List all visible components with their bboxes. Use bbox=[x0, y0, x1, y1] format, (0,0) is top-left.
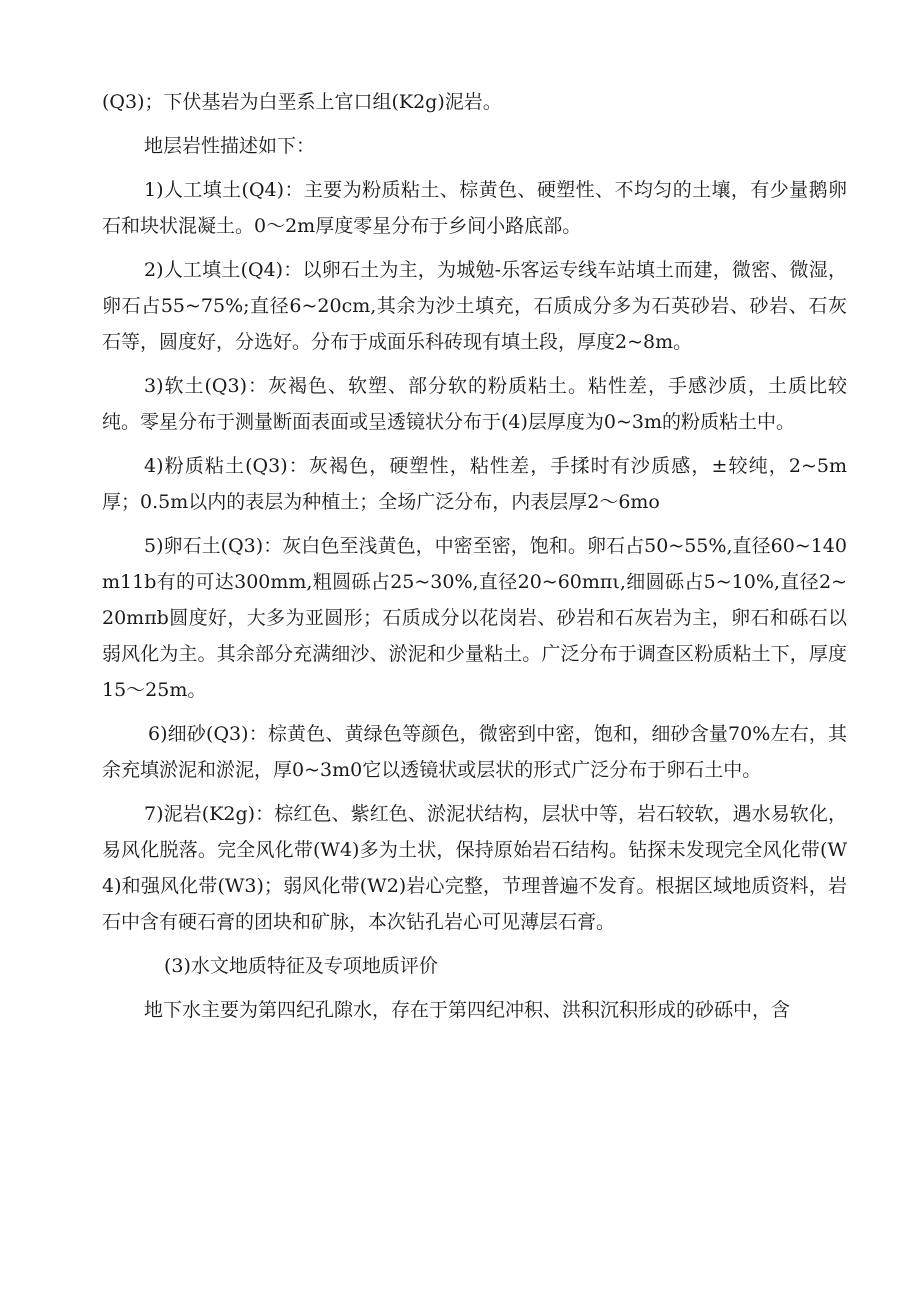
section-heading-hydrogeology: (3)水文地质特征及专项地质评价 bbox=[164, 955, 438, 977]
paragraph-groundwater: 地下水主要为第四纪孔隙水，存在于第四纪冲积、洪积沉积形成的砂砾中，含 bbox=[144, 999, 791, 1021]
paragraph-layer-4: 4)粉质粘土(Q3)：灰褐色，硬塑性，粘性差，手揉时有沙质感，±较纯，2~5m厚；0.5m以内的表层为种植土；全场广泛分布，内表层厚2～6mo bbox=[102, 455, 847, 513]
paragraph-continuation: (Q3)；下伏基岩为白垩系上官口组(K2g)泥岩。 bbox=[102, 91, 502, 113]
paragraph-layer-1: 1)人工填土(Q4)：主要为粉质粘土、棕黄色、硬塑性、不均匀的土壤，有少量鹅卵石和块状混凝土。0～2m厚度零星分布于乡间小路底部。 bbox=[102, 179, 847, 237]
paragraph-intro: 地层岩性描述如下： bbox=[144, 135, 316, 157]
paragraph-layer-5: 5)卵石土(Q3)：灰白色至浅黄色，中密至密，饱和。卵石占50~55%,直径60~140m11b有的可达300mm,粗圆砾占25~30%,直径20~60mπι,细圆砾占5~10%,直径2~20mπb圆度好，大多为亚圆形；石质成分以花岗岩、砂岩和石灰岩为主，卵石和砾石以弱风化为主。其余部分充满细沙、淤泥和少量粘土。广泛分布于调查区粉质粘土下，厚度15～25m。 bbox=[102, 535, 847, 701]
paragraph-layer-6: 6)细砂(Q3)：棕黄色、黄绿色等颜色，微密到中密，饱和，细砂含量70%左右，其余充填淤泥和淤泥，厚0~3m0它以透镜状或层状的形式广泛分布于卵石土中。 bbox=[102, 723, 847, 781]
paragraph-layer-2: 2)人工填土(Q4)：以卵石土为主，为城勉-乐客运专线车站填土而建，微密、微湿，卵石占55~75%;直径6~20cm,其余为沙土填充，石质成分多为石英砂岩、砂岩、石灰石等，圆度好，分选好。分布于成面乐科砖现有填土段，厚度2~8m。 bbox=[102, 259, 847, 353]
document-body bbox=[102, 84, 847, 1036]
paragraph-layer-7: 7)泥岩(K2g)：棕红色、紫红色、淤泥状结构，层状中等，岩石较软，遇水易软化，易风化脱落。完全风化带(W4)多为土状，保持原始岩石结构。钻探未发现完全风化带(W4)和强风化带(W3)；弱风化带(W2)岩心完整，节理普遍不发育。根据区域地质资料，岩石中含有硬石膏的团块和矿脉，本次钻孔岩心可见薄层石膏。 bbox=[102, 803, 847, 933]
paragraph-layer-3: 3)软土(Q3)：灰褐色、软塑、部分软的粉质粘土。粘性差，手感沙质，土质比较纯。零星分布于测量断面表面或呈透镜状分布于(4)层厚度为0~3m的粉质粘土中。 bbox=[102, 375, 847, 433]
